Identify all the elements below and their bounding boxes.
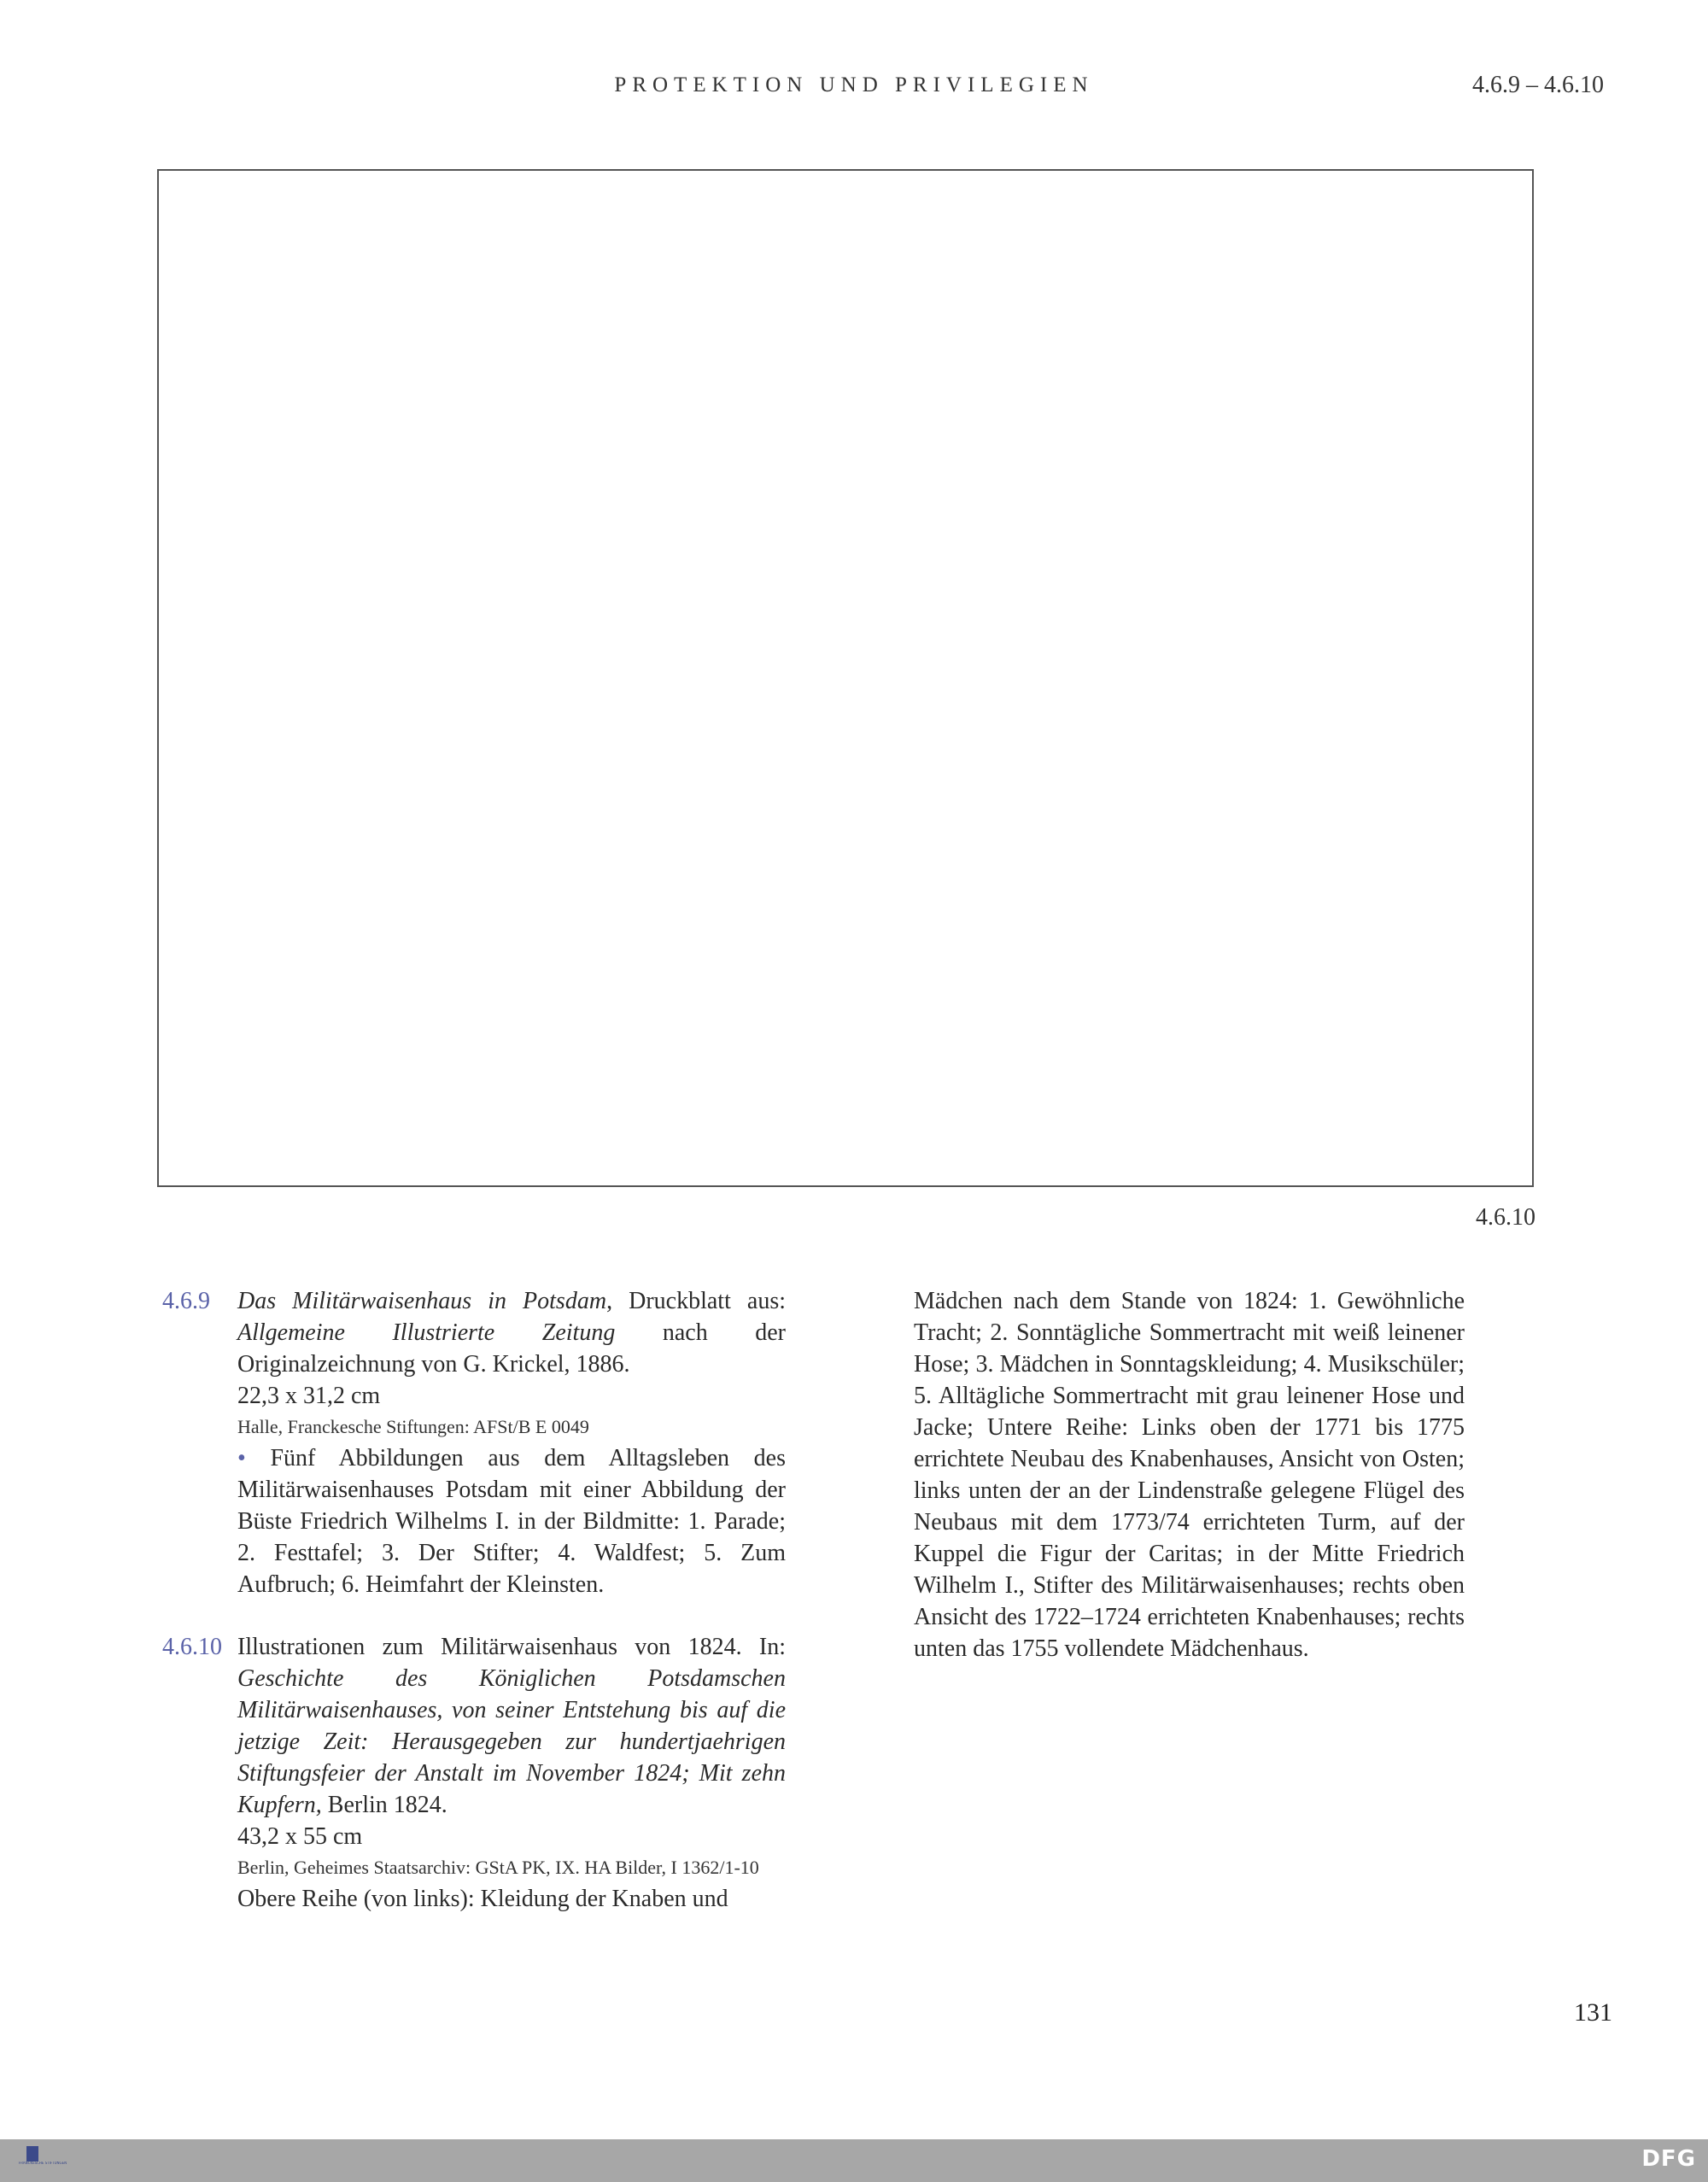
title-rest: , Druckblatt aus:	[606, 1288, 786, 1314]
bullet-icon: •	[237, 1445, 246, 1471]
building-icon	[26, 2146, 38, 2162]
catalog-entry-4-6-10	[162, 1631, 786, 1915]
page-number: 131	[1574, 1998, 1612, 2027]
figure-label: 4.6.10	[1476, 1204, 1535, 1231]
entry-title	[237, 1285, 786, 1380]
left-column	[162, 1285, 786, 1915]
description-text: Fünf Abbildungen aus dem Alltagsleben des Militärwaisenhauses Potsdam mit einer Abbildung der Büste Friedrich Wilhelms I. in der Bildmitte: 1. Parade; 2. Festtafel; 3. Der Stifter; 4. Waldfest; 5. Zum Aufbruch; 6. Heimfahrt der Kleinsten.	[237, 1445, 787, 1598]
entry-number: 4.6.9	[162, 1288, 210, 1314]
source-italic: Allgemeine Illustrierte Zeitung	[237, 1319, 616, 1346]
title-italic: Das Militärwaisenhaus in Potsdam	[237, 1288, 607, 1314]
entry-description	[237, 1442, 786, 1600]
entry-description-start: Obere Reihe (von links): Kleidung der Knaben und	[237, 1886, 728, 1912]
entry-number: 4.6.10	[162, 1634, 222, 1660]
entry-description-continued: Mädchen nach dem Stande von 1824: 1. Gewöhnliche Tracht; 2. Sonntägliche Sommertracht mit weiß leinener Hose; 3. Mädchen in Sonntagskleidung; 4. Musikschüler; 5. Alltägliche Sommertracht mit grau leinener Hose und Jacke; Untere Reihe: Links oben der 1771 bis 1775 errichtete Neubau des Knabenhauses, Ansicht von Osten; links unten der an der Lindenstraße gelegene Flügel des Neubaus mit dem 1773/74 errichteten Turm, auf der Kuppel die Figur der Caritas; in der Mitte Friedrich Wilhelm I., Stifter des Militärwaisenhauses; rechts oben Ansicht des 1722–1724 errichteten Knabenhauses; rechts unten das 1755 vollendete Mädchenhaus.	[914, 1288, 1465, 1662]
entry-range: 4.6.9 – 4.6.10	[1472, 72, 1604, 98]
entry-holding: Halle, Franckesche Stiftungen: AFSt/B E 0049	[237, 1416, 589, 1437]
figure-frame	[157, 169, 1534, 1187]
source-rest: nach der Originalzeichnung von G. Krickel, 1886.	[237, 1319, 786, 1378]
entry-dimensions: 43,2 x 55 cm	[237, 1823, 363, 1850]
entry-holding: Berlin, Geheimes Staatsarchiv: GStA PK, IX. HA Bilder, I 1362/1-10	[237, 1857, 759, 1878]
book-italic: Geschichte des Königlichen Potsdamschen Militärwaisenhauses, von seiner Entstehung bis auf die jetzige Zeit: Herausgegeben zur hundertjaehrigen Stiftungsfeier der Anstalt im November 1824; Mit zehn Kupfern,	[237, 1665, 786, 1818]
dfg-logo: DFG	[1641, 2146, 1696, 2172]
running-title: PROTEKTION UND PRIVILEGIEN	[614, 73, 1094, 97]
entry-title	[237, 1631, 786, 1821]
entry-dimensions: 22,3 x 31,2 cm	[237, 1383, 381, 1409]
title-intro: Illustrationen zum Militärwaisenhaus von 1824. In:	[237, 1634, 786, 1660]
foundation-logo	[15, 2146, 67, 2180]
footer-bar	[0, 2139, 1708, 2182]
book-rest: Berlin 1824.	[321, 1792, 447, 1818]
right-column	[914, 1285, 1465, 1664]
catalog-entry-4-6-9	[162, 1285, 786, 1600]
logo-text: FRANCKESCHE STIFTUNGEN	[19, 2162, 67, 2166]
